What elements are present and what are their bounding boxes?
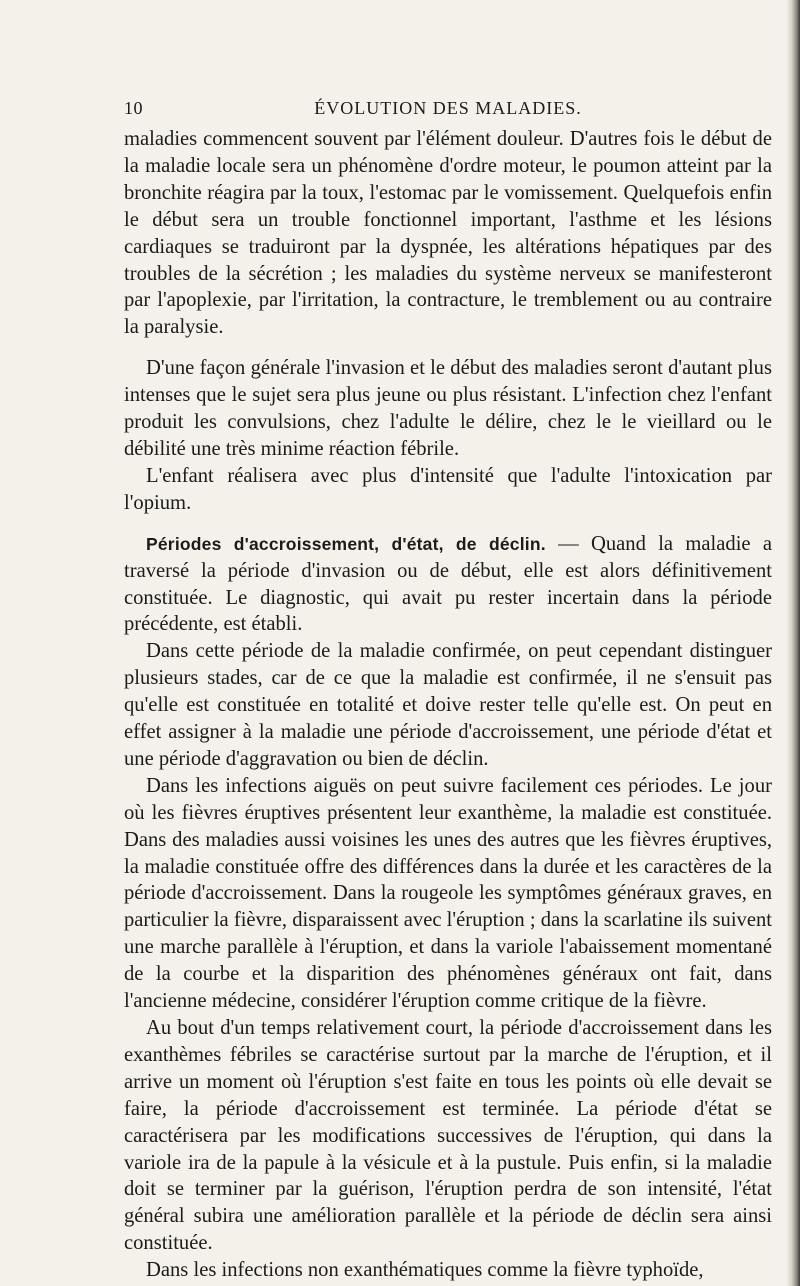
paragraph-1: maladies commencent souvent par l'élément douleur. D'autres fois le début de la maladie locale sera un phénomène d'ordre moteur, le poumon atteint par la bronchite réagira par la toux, l'estomac par le vomissement. Quelquefois enfin le début sera un trouble fonctionnel important, l'asthme et les lésions cardiaques se traduiront par la dyspnée, les altérations hépatiques par des troubles de la sécrétion ; les maladies du système nerveux se manifesteront par l'apoplexie, par l'irritation, la contracture, le tremblement ou au contraire la paralysie.: [124, 128, 772, 339]
paragraph-6: Dans les infections aiguës on peut suivre facilement ces périodes. Le jour où les fièvres éruptives présentent leur exanthème, la maladie est constituée. Dans des maladies aussi voisines les unes des autres que les fièvres éruptives, la maladie constituée offre des différences dans la durée et les caractères de la période d'accroissement. Dans la rougeole les symptômes généraux graves, en particulier la fièvre, disparaissent avec l'éruption ; dans la scarlatine ils suivent une marche parallèle à l'éruption, et dans la variole l'abaissement momentané de la courbe et la disparition des phénomènes généraux ont fait, dans l'ancienne médecine, considérer l'éruption comme critique de la fièvre.: [124, 774, 772, 1013]
paragraph-section: [124, 531, 772, 639]
paragraph-7: Au bout d'un temps relativement court, la période d'accroissement dans les exanthèmes fébriles se caractérise surtout par la marche de l'éruption, et il arrive un moment où l'éruption s'est faite en tous les points où elle devait se faire, la période d'accroissement est terminée. La période d'état se caractérisera par les modifications successives de l'éruption, qui dans la variole ira de la papule à la vésicule et à la pustule. Puis enfin, si la maladie doit se terminer par la guérison, l'éruption perdra de son intensité, l'état général subira une amélioration parallèle et la période de déclin sera ainsi constituée.: [124, 1017, 772, 1255]
body-text: [124, 126, 772, 1284]
page-number: 10: [124, 98, 143, 118]
paragraph-8: Dans les infections non exanthématiques comme la fièvre typhoïde,: [146, 1259, 704, 1282]
paragraph-5: Dans cette période de la maladie confirmée, on peut cependant distinguer plusieurs stades, car de ce que la maladie est confirmée, il ne s'ensuit pas qu'elle est constituée en totalité et doive rester telle qu'elle est. On peut en effet assigner à la maladie une période d'accroissement, une période d'état et une période d'aggravation ou bien de déclin.: [124, 640, 772, 770]
page-edge-shadow: [786, 0, 800, 1286]
paragraph-2: D'une façon générale l'invasion et le début des maladies seront d'autant plus intenses que le sujet sera plus jeune ou plus résistant. L'infection chez l'enfant produit les convulsions, chez l'adulte le délire, chez le le vieillard ou le débilité une très minime réaction fébrile.: [124, 357, 772, 460]
page-header: [124, 98, 772, 122]
section-text: — Quand la maladie a traversé la période d'invasion ou de début, elle est alors définitivement constituée. Le diagnostic, qui avait pu rester incertain dans la période précédente, est établi.: [124, 532, 773, 636]
running-title: ÉVOLUTION DES MALADIES.: [314, 98, 582, 118]
paragraph-3: L'enfant réalisera avec plus d'intensité que l'adulte l'intoxication par l'opium.: [124, 464, 772, 514]
section-title: Périodes d'accroissement, d'état, de déclin.: [146, 533, 546, 554]
